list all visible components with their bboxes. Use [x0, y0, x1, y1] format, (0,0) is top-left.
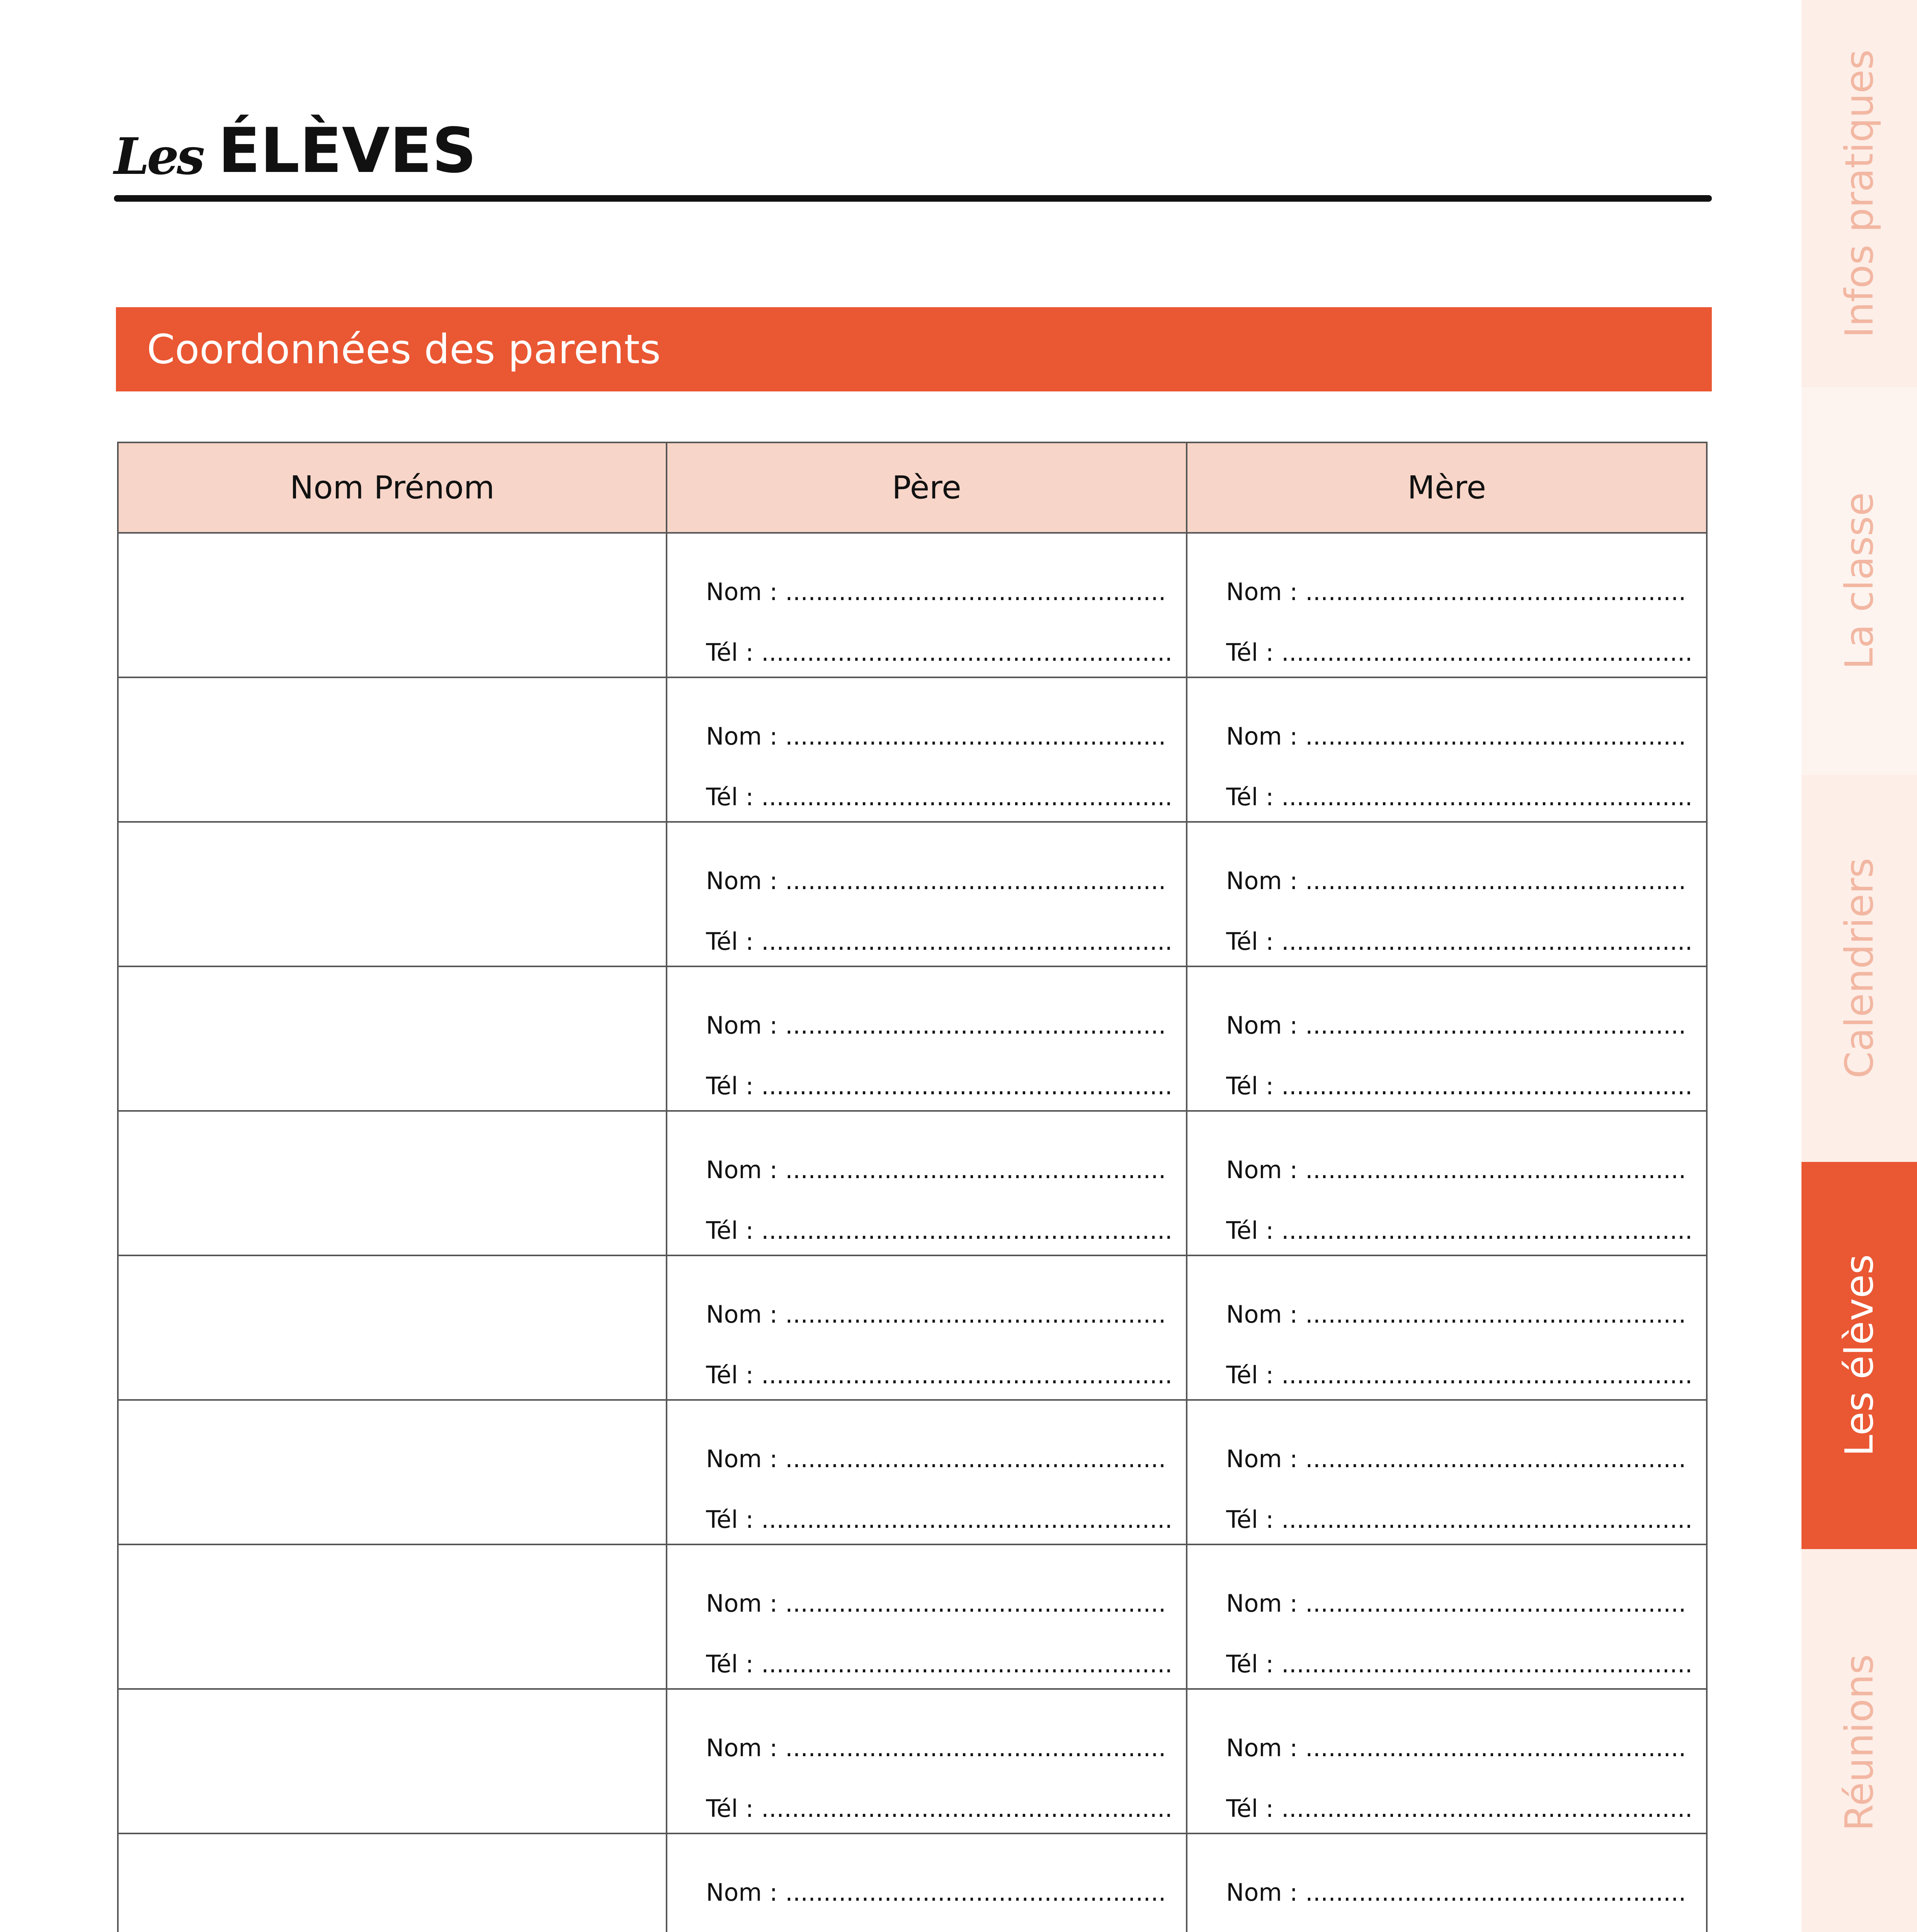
mere-tel-field[interactable]: Tél : ...................................................... [1226, 930, 1693, 954]
table-row [118, 966, 1707, 1111]
student-name-cell[interactable] [118, 966, 667, 1111]
table-row [118, 1111, 1707, 1255]
tab-label: Réunions [1837, 1654, 1882, 1832]
pere-nom-field[interactable]: Nom : .................................................. [706, 724, 1166, 748]
mere-tel-field[interactable]: Tél : ...................................................... [1226, 1363, 1693, 1387]
mere-nom-field[interactable]: Nom : .................................................. [1226, 1158, 1686, 1182]
mere-tel-field[interactable]: Tél : ...................................................... [1226, 1797, 1693, 1821]
student-name-cell[interactable] [118, 1111, 667, 1255]
mere-contact-cell [1187, 1689, 1707, 1833]
tab-label: La classe [1837, 492, 1882, 670]
mere-tel-field[interactable]: Tél : ...................................................... [1226, 1508, 1693, 1532]
tab-calendriers[interactable] [1801, 775, 1917, 1162]
table-row [118, 1544, 1707, 1689]
mere-contact-cell [1187, 1111, 1707, 1255]
pere-tel-field[interactable]: Tél : ...................................................... [706, 641, 1173, 665]
pere-nom-field[interactable]: Nom : .................................................. [706, 580, 1166, 604]
pere-contact-cell [667, 533, 1187, 677]
mere-nom-field[interactable]: Nom : .................................................. [1226, 724, 1686, 748]
mere-nom-field[interactable]: Nom : .................................................. [1226, 1447, 1686, 1471]
student-name-cell[interactable] [118, 677, 667, 822]
pere-nom-field[interactable]: Nom : .................................................. [706, 1158, 1166, 1182]
student-name-cell[interactable] [118, 1689, 667, 1833]
pere-tel-field[interactable]: Tél : ...................................................... [706, 1652, 1173, 1676]
column-header-pere: Père [667, 442, 1187, 533]
mere-contact-cell [1187, 677, 1707, 822]
pere-nom-field[interactable]: Nom : .................................................. [706, 1881, 1166, 1905]
mere-nom-field[interactable]: Nom : .................................................. [1226, 1014, 1686, 1037]
pere-tel-field[interactable]: Tél : ...................................................... [706, 1797, 1173, 1821]
pere-tel-field[interactable]: Tél : ...................................................... [706, 1508, 1173, 1532]
section-title: Coordonnées des parents [147, 326, 661, 373]
mere-nom-field[interactable]: Nom : .................................................. [1226, 1881, 1686, 1905]
student-name-cell[interactable] [118, 822, 667, 966]
mere-tel-field[interactable]: Tél : ...................................................... [1226, 1652, 1693, 1676]
section-tabs [1801, 0, 1917, 1932]
student-name-cell[interactable] [118, 1833, 667, 1932]
pere-contact-cell [667, 1255, 1187, 1400]
pere-tel-field[interactable]: Tél : ...................................................... [706, 1363, 1173, 1387]
mere-nom-field[interactable]: Nom : .................................................. [1226, 1592, 1686, 1616]
pere-contact-cell [667, 1111, 1187, 1255]
tab-label: Calendriers [1837, 858, 1882, 1079]
pere-tel-field[interactable]: Tél : ...................................................... [706, 1219, 1173, 1243]
mere-contact-cell [1187, 822, 1707, 966]
table-row [118, 1689, 1707, 1833]
mere-contact-cell [1187, 966, 1707, 1111]
student-name-cell[interactable] [118, 533, 667, 677]
table-body [118, 533, 1707, 1932]
table-row [118, 1255, 1707, 1400]
mere-tel-field[interactable]: Tél : ...................................................... [1226, 785, 1693, 809]
tab-les-eleves[interactable] [1801, 1162, 1917, 1549]
mere-contact-cell [1187, 1833, 1707, 1932]
table-row [118, 533, 1707, 677]
column-header-nom-prenom: Nom Prénom [118, 442, 667, 533]
mere-contact-cell [1187, 1400, 1707, 1544]
tab-la-classe[interactable] [1801, 387, 1917, 774]
mere-nom-field[interactable]: Nom : .................................................. [1226, 869, 1686, 893]
tab-infos-pratiques[interactable] [1801, 0, 1917, 387]
pere-nom-field[interactable]: Nom : .................................................. [706, 1303, 1166, 1327]
pere-contact-cell [667, 1689, 1187, 1833]
table-row [118, 677, 1707, 822]
column-header-mere: Mère [1187, 442, 1707, 533]
mere-contact-cell [1187, 1255, 1707, 1400]
mere-tel-field[interactable]: Tél : ...................................................... [1226, 641, 1693, 665]
mere-nom-field[interactable]: Nom : .................................................. [1226, 1736, 1686, 1760]
table-row [118, 822, 1707, 966]
page-title-main: ÉLÈVES [218, 114, 477, 187]
tab-label: Les élèves [1837, 1254, 1882, 1457]
mere-nom-field[interactable]: Nom : .................................................. [1226, 1303, 1686, 1327]
mere-tel-field[interactable]: Tél : ...................................................... [1226, 1074, 1693, 1098]
pere-contact-cell [667, 677, 1187, 822]
mere-contact-cell [1187, 533, 1707, 677]
pere-nom-field[interactable]: Nom : .................................................. [706, 869, 1166, 893]
pere-nom-field[interactable]: Nom : .................................................. [706, 1736, 1166, 1760]
pere-contact-cell [667, 1544, 1187, 1689]
table-row [118, 1833, 1707, 1932]
pere-contact-cell [667, 1400, 1187, 1544]
student-name-cell[interactable] [118, 1400, 667, 1544]
pere-nom-field[interactable]: Nom : .................................................. [706, 1592, 1166, 1616]
pere-contact-cell [667, 966, 1187, 1111]
pere-tel-field[interactable]: Tél : ...................................................... [706, 785, 1173, 809]
section-header [116, 307, 1712, 391]
pere-tel-field[interactable]: Tél : ...................................................... [706, 1074, 1173, 1098]
pere-contact-cell [667, 822, 1187, 966]
table-header-row [118, 442, 1707, 533]
pere-tel-field[interactable]: Tél : ...................................................... [706, 930, 1173, 954]
table-row [118, 1400, 1707, 1544]
pere-nom-field[interactable]: Nom : .................................................. [706, 1014, 1166, 1037]
page-title-prefix: Les [114, 127, 203, 186]
student-name-cell[interactable] [118, 1255, 667, 1400]
mere-tel-field[interactable]: Tél : ...................................................... [1226, 1219, 1693, 1243]
tab-label: Infos pratiques [1837, 49, 1882, 338]
title-underline [114, 195, 1712, 202]
pere-contact-cell [667, 1833, 1187, 1932]
tab-reunions[interactable] [1801, 1549, 1917, 1932]
student-name-cell[interactable] [118, 1544, 667, 1689]
parents-contact-table [117, 442, 1708, 1932]
pere-nom-field[interactable]: Nom : .................................................. [706, 1447, 1166, 1471]
mere-nom-field[interactable]: Nom : .................................................. [1226, 580, 1686, 604]
page-title [114, 97, 477, 187]
mere-contact-cell [1187, 1544, 1707, 1689]
